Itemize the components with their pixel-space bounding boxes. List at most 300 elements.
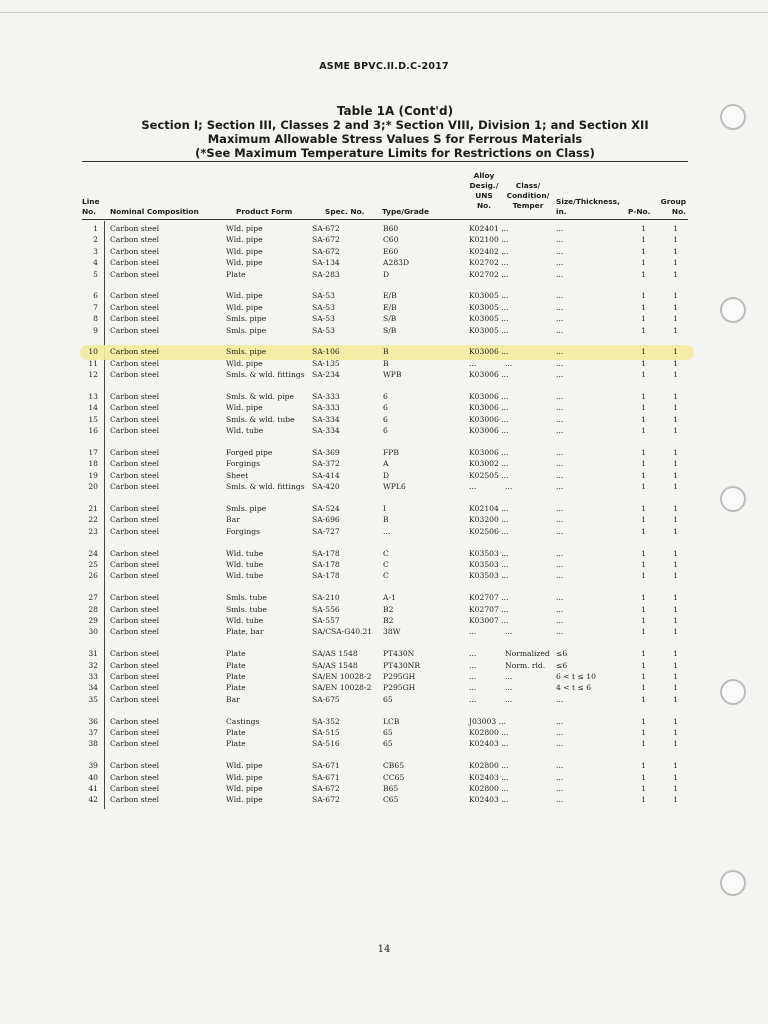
cell-size-thickness: ... xyxy=(556,258,564,268)
cell-product-form: Wld. tube xyxy=(226,616,264,625)
cell-spec-no: SA-672 xyxy=(312,246,340,256)
cell-p-no: 1 xyxy=(641,291,646,301)
cell-line-no: 6 xyxy=(93,291,98,301)
header-nominal-composition: Nominal Composition xyxy=(110,207,199,216)
cell-group-no: 1 xyxy=(673,716,678,726)
cell-size-thickness: ... xyxy=(556,593,564,603)
table-title: Table 1A (Cont'd) xyxy=(336,104,454,118)
cell-spec-no: SA-696 xyxy=(312,515,340,525)
cell-p-no: 1 xyxy=(641,392,646,401)
running-header: ASME BPVC.II.D.C-2017 xyxy=(319,61,449,72)
cell-size-thickness: ... xyxy=(556,392,564,401)
cell-uns-no: K02702 ... xyxy=(469,269,509,279)
cell-group-no: 1 xyxy=(673,347,678,357)
cell-product-form: Plate, bar xyxy=(226,627,264,637)
cell-size-thickness: ... xyxy=(556,358,564,368)
cell-p-no: 1 xyxy=(641,672,646,681)
cell-type-grade: PT430N xyxy=(383,649,415,659)
cell-spec-no: SA/AS 1548 xyxy=(312,660,358,670)
cell-group-no: 1 xyxy=(673,728,678,737)
header-type-grade: Type/Grade xyxy=(382,207,429,216)
cell-spec-no: SA-178 xyxy=(312,571,340,581)
cell-group-no: 1 xyxy=(673,772,678,782)
cell-size-thickness: ... xyxy=(556,548,564,558)
cell-class-condition: Norm. rld. xyxy=(505,660,546,670)
table-row xyxy=(0,794,768,806)
cell-product-form: Smls. pipe xyxy=(226,347,267,357)
cell-spec-no: SA-414 xyxy=(312,470,340,480)
table-row xyxy=(0,514,768,526)
cell-type-grade: D xyxy=(383,269,390,279)
cell-composition: Carbon steel xyxy=(110,772,160,782)
cell-uns-no: ... xyxy=(469,482,477,492)
cell-uns-no: ... xyxy=(469,660,477,670)
cell-uns-no: ... xyxy=(469,649,477,659)
cell-type-grade: 65 xyxy=(383,694,393,704)
cell-group-no: 1 xyxy=(673,660,678,670)
cell-spec-no: SA-556 xyxy=(312,604,340,614)
cell-spec-no: SA-334 xyxy=(312,414,340,424)
cell-type-grade: P295GH xyxy=(383,672,416,681)
cell-uns-no: ... xyxy=(469,683,477,693)
cell-product-form: Smls. pipe xyxy=(226,314,267,324)
cell-spec-no: SA-420 xyxy=(312,482,340,492)
cell-uns-no: K02707 ... xyxy=(469,593,509,603)
header-group-no xyxy=(652,197,686,217)
cell-spec-no: SA-672 xyxy=(312,224,340,233)
cell-spec-no: SA-333 xyxy=(312,403,340,413)
cell-product-form: Smls. tube xyxy=(226,593,267,603)
binder-hole-icon xyxy=(720,679,746,705)
cell-type-grade: B60 xyxy=(383,224,399,233)
cell-spec-no: SA-672 xyxy=(312,784,340,793)
cell-size-thickness: ... xyxy=(556,627,564,637)
cell-product-form: Smls. tube xyxy=(226,604,267,614)
cell-p-no: 1 xyxy=(641,728,646,737)
cell-uns-no: K02403 ... xyxy=(469,739,509,749)
cell-composition: Carbon steel xyxy=(110,784,160,793)
table-subtitle-stress: Maximum Allowable Stress Values S for Ferrous Materials xyxy=(207,132,583,146)
cell-group-no: 1 xyxy=(673,325,678,335)
cell-size-thickness: ... xyxy=(556,426,564,436)
cell-composition: Carbon steel xyxy=(110,560,160,569)
cell-composition: Carbon steel xyxy=(110,548,160,558)
table-row xyxy=(0,246,768,258)
cell-group-no: 1 xyxy=(673,504,678,513)
cell-size-thickness: ≤6 xyxy=(556,649,568,659)
cell-group-no: 1 xyxy=(673,291,678,301)
cell-product-form: Wld. pipe xyxy=(226,784,263,793)
cell-spec-no: SA-333 xyxy=(312,392,340,401)
cell-class-condition: ... xyxy=(505,482,513,492)
cell-composition: Carbon steel xyxy=(110,672,160,681)
cell-line-no: 21 xyxy=(88,504,98,513)
cell-size-thickness: ... xyxy=(556,482,564,492)
cell-composition: Carbon steel xyxy=(110,291,160,301)
cell-group-no: 1 xyxy=(673,370,678,380)
cell-product-form: Wld. tube xyxy=(226,426,264,436)
header-size-1: Size/Thickness, xyxy=(556,197,620,206)
cell-spec-no: SA-283 xyxy=(312,269,340,279)
table-row xyxy=(0,346,768,358)
cell-uns-no: K02401 ... xyxy=(469,224,509,233)
cell-product-form: Smls. pipe xyxy=(226,504,267,513)
cell-type-grade: E60 xyxy=(383,246,399,256)
table-row xyxy=(0,481,768,493)
table-row xyxy=(0,369,768,381)
table-row xyxy=(0,660,768,672)
table-row xyxy=(0,302,768,314)
cell-type-grade: 65 xyxy=(383,728,393,737)
cell-type-grade: E/B xyxy=(383,302,397,312)
cell-group-no: 1 xyxy=(673,739,678,749)
cell-line-no: 27 xyxy=(88,593,98,603)
table-row xyxy=(0,548,768,560)
cell-line-no: 7 xyxy=(93,302,98,312)
cell-spec-no: SA-675 xyxy=(312,694,340,704)
cell-type-grade: C60 xyxy=(383,235,399,245)
cell-composition: Carbon steel xyxy=(110,593,160,603)
cell-uns-no: K02800 ... xyxy=(469,761,509,771)
cell-size-thickness: ... xyxy=(556,694,564,704)
cell-composition: Carbon steel xyxy=(110,403,160,413)
cell-size-thickness: ... xyxy=(556,526,564,536)
cell-product-form: Wld. pipe xyxy=(226,795,263,805)
cell-size-thickness: ... xyxy=(556,403,564,413)
table-row xyxy=(0,358,768,370)
cell-type-grade: S/B xyxy=(383,325,397,335)
table-row xyxy=(0,234,768,246)
cell-size-thickness: ... xyxy=(556,459,564,469)
top-edge-line xyxy=(0,12,768,13)
cell-group-no: 1 xyxy=(673,258,678,268)
cell-type-grade: P295GH xyxy=(383,683,416,693)
cell-size-thickness: ... xyxy=(556,504,564,513)
cell-uns-no: K03002 ... xyxy=(469,459,509,469)
cell-product-form: Forgings xyxy=(226,459,260,469)
cell-p-no: 1 xyxy=(641,482,646,492)
cell-product-form: Bar xyxy=(226,694,240,704)
cell-line-no: 9 xyxy=(93,325,98,335)
cell-composition: Carbon steel xyxy=(110,482,160,492)
cell-composition: Carbon steel xyxy=(110,571,160,581)
cell-product-form: Plate xyxy=(226,672,246,681)
cell-spec-no: SA-53 xyxy=(312,302,335,312)
cell-p-no: 1 xyxy=(641,426,646,436)
cell-uns-no: K02104 ... xyxy=(469,504,509,513)
cell-uns-no: K03005 ... xyxy=(469,302,509,312)
cell-p-no: 1 xyxy=(641,694,646,704)
cell-p-no: 1 xyxy=(641,515,646,525)
cell-composition: Carbon steel xyxy=(110,761,160,771)
cell-size-thickness: ... xyxy=(556,571,564,581)
cell-line-no: 4 xyxy=(93,258,98,268)
cell-group-no: 1 xyxy=(673,224,678,233)
cell-product-form: Smls. & wld. pipe xyxy=(226,392,294,401)
cell-uns-no: K03005 ... xyxy=(469,291,509,301)
header-product-form: Product Form xyxy=(236,207,293,216)
cell-group-no: 1 xyxy=(673,571,678,581)
table-title-block xyxy=(140,104,650,160)
table-row xyxy=(0,223,768,235)
table-row xyxy=(0,559,768,571)
cell-spec-no: SA-671 xyxy=(312,772,340,782)
cell-class-condition: ... xyxy=(505,627,513,637)
table-row xyxy=(0,772,768,784)
cell-line-no: 15 xyxy=(88,414,98,424)
cell-size-thickness: ... xyxy=(556,772,564,782)
cell-spec-no: SA-106 xyxy=(312,347,340,357)
cell-product-form: Wld. pipe xyxy=(226,246,263,256)
cell-group-no: 1 xyxy=(673,683,678,693)
cell-type-grade: C65 xyxy=(383,795,399,805)
cell-type-grade: 6 xyxy=(383,426,388,436)
cell-type-grade: A xyxy=(383,459,389,469)
cell-class-condition: ... xyxy=(505,358,513,368)
cell-type-grade: LCB xyxy=(383,716,400,726)
cell-group-no: 1 xyxy=(673,246,678,256)
cell-composition: Carbon steel xyxy=(110,314,160,324)
cell-product-form: Wld. pipe xyxy=(226,302,263,312)
cell-line-no: 10 xyxy=(88,347,98,357)
cell-line-no: 3 xyxy=(93,246,98,256)
header-class-1: Class/ xyxy=(515,181,541,190)
cell-uns-no: ... xyxy=(469,627,477,637)
cell-p-no: 1 xyxy=(641,627,646,637)
table-row xyxy=(0,615,768,627)
cell-line-no: 5 xyxy=(93,269,98,279)
cell-type-grade: A283D xyxy=(383,258,410,268)
cell-line-no: 2 xyxy=(93,235,98,245)
cell-composition: Carbon steel xyxy=(110,414,160,424)
cell-type-grade: PT430NR xyxy=(383,660,421,670)
cell-group-no: 1 xyxy=(673,482,678,492)
cell-p-no: 1 xyxy=(641,571,646,581)
cell-line-no: 26 xyxy=(88,571,98,581)
cell-uns-no: K03503 ... xyxy=(469,571,509,581)
cell-p-no: 1 xyxy=(641,448,646,457)
cell-size-thickness: ... xyxy=(556,325,564,335)
cell-group-no: 1 xyxy=(673,627,678,637)
cell-class-condition: Normalized xyxy=(505,649,550,659)
cell-group-no: 1 xyxy=(673,526,678,536)
cell-type-grade: 38W xyxy=(383,627,401,637)
table-row xyxy=(0,760,768,772)
cell-p-no: 1 xyxy=(641,716,646,726)
cell-type-grade: B xyxy=(383,515,389,525)
cell-line-no: 31 xyxy=(88,649,98,659)
cell-size-thickness: ... xyxy=(556,414,564,424)
table-row xyxy=(0,694,768,706)
cell-size-thickness: ... xyxy=(556,515,564,525)
cell-spec-no: SA-53 xyxy=(312,291,335,301)
cell-composition: Carbon steel xyxy=(110,224,160,233)
table-row xyxy=(0,716,768,728)
table-row xyxy=(0,391,768,403)
cell-uns-no: K03200 ... xyxy=(469,515,509,525)
cell-composition: Carbon steel xyxy=(110,370,160,380)
cell-product-form: Wld. tube xyxy=(226,560,264,569)
cell-product-form: Castings xyxy=(226,716,260,726)
header-uns-4: No. xyxy=(476,201,492,210)
cell-size-thickness: ... xyxy=(556,728,564,737)
cell-spec-no: SA-352 xyxy=(312,716,340,726)
cell-group-no: 1 xyxy=(673,694,678,704)
cell-product-form: Bar xyxy=(226,515,240,525)
table-row xyxy=(0,570,768,582)
table-row xyxy=(0,269,768,281)
cell-product-form: Plate xyxy=(226,649,246,659)
cell-composition: Carbon steel xyxy=(110,358,160,368)
cell-p-no: 1 xyxy=(641,604,646,614)
table-row xyxy=(0,313,768,325)
cell-composition: Carbon steel xyxy=(110,694,160,704)
cell-size-thickness: ... xyxy=(556,761,564,771)
cell-uns-no: K02100 ... xyxy=(469,235,509,245)
cell-size-thickness: ... xyxy=(556,795,564,805)
cell-p-no: 1 xyxy=(641,403,646,413)
cell-spec-no: SA-53 xyxy=(312,325,335,335)
table-row xyxy=(0,738,768,750)
table-row xyxy=(0,414,768,426)
cell-group-no: 1 xyxy=(673,548,678,558)
cell-size-thickness: ... xyxy=(556,370,564,380)
cell-type-grade: D xyxy=(383,470,390,480)
cell-group-no: 1 xyxy=(673,761,678,771)
cell-group-no: 1 xyxy=(673,358,678,368)
cell-composition: Carbon steel xyxy=(110,627,160,637)
cell-product-form: Wld. pipe xyxy=(226,403,263,413)
cell-uns-no: K03006 ... xyxy=(469,347,509,357)
cell-type-grade: WPB xyxy=(383,370,402,380)
page-number: 14 xyxy=(377,944,391,955)
cell-size-thickness: ... xyxy=(556,246,564,256)
cell-uns-no: K02402 ... xyxy=(469,246,509,256)
cell-type-grade: S/B xyxy=(383,314,397,324)
cell-line-no: 17 xyxy=(88,448,98,457)
cell-line-no: 11 xyxy=(88,358,98,368)
table-row xyxy=(0,325,768,337)
cell-composition: Carbon steel xyxy=(110,683,160,693)
header-line-no-2: No. xyxy=(82,207,97,216)
cell-composition: Carbon steel xyxy=(110,325,160,335)
cell-size-thickness: ... xyxy=(556,224,564,233)
cell-group-no: 1 xyxy=(673,414,678,424)
cell-spec-no: SA-135 xyxy=(312,358,340,368)
cell-size-thickness: ≤6 xyxy=(556,660,568,670)
cell-class-condition: ... xyxy=(505,683,513,693)
cell-product-form: Wld. pipe xyxy=(226,258,263,268)
table-row xyxy=(0,727,768,739)
cell-size-thickness: ... xyxy=(556,604,564,614)
cell-composition: Carbon steel xyxy=(110,347,160,357)
table-row xyxy=(0,503,768,515)
cell-p-no: 1 xyxy=(641,347,646,357)
cell-type-grade: B2 xyxy=(383,604,394,614)
title-rule xyxy=(82,161,688,162)
cell-spec-no: SA-727 xyxy=(312,526,340,536)
cell-product-form: Wld. pipe xyxy=(226,761,263,771)
cell-type-grade: WPL6 xyxy=(383,482,406,492)
cell-size-thickness: ... xyxy=(556,269,564,279)
cell-composition: Carbon steel xyxy=(110,426,160,436)
cell-group-no: 1 xyxy=(673,269,678,279)
cell-p-no: 1 xyxy=(641,246,646,256)
cell-group-no: 1 xyxy=(673,649,678,659)
table-row xyxy=(0,257,768,269)
cell-composition: Carbon steel xyxy=(110,470,160,480)
cell-spec-no: SA-178 xyxy=(312,548,340,558)
cell-type-grade: I xyxy=(383,504,386,513)
cell-size-thickness: ... xyxy=(556,448,564,457)
header-uns-no xyxy=(466,171,502,211)
cell-type-grade: C xyxy=(383,571,389,581)
cell-p-no: 1 xyxy=(641,258,646,268)
cell-p-no: 1 xyxy=(641,302,646,312)
cell-p-no: 1 xyxy=(641,269,646,279)
cell-line-no: 12 xyxy=(88,370,98,380)
cell-product-form: Plate xyxy=(226,728,246,737)
cell-type-grade: A-1 xyxy=(383,593,396,603)
cell-group-no: 1 xyxy=(673,795,678,805)
cell-p-no: 1 xyxy=(641,504,646,513)
table-row xyxy=(0,783,768,795)
cell-line-no: 41 xyxy=(88,784,98,793)
table-row xyxy=(0,402,768,414)
cell-spec-no: SA-178 xyxy=(312,560,340,569)
cell-group-no: 1 xyxy=(673,448,678,457)
header-line-no-1: Line xyxy=(82,197,100,206)
cell-group-no: 1 xyxy=(673,560,678,569)
cell-line-no: 29 xyxy=(88,616,98,625)
cell-uns-no: K03006 ... xyxy=(469,403,509,413)
cell-product-form: Wld. pipe xyxy=(226,235,263,245)
cell-uns-no: K02800 ... xyxy=(469,784,509,793)
cell-size-thickness: ... xyxy=(556,347,564,357)
header-line-no xyxy=(82,197,100,217)
header-spec-no: Spec. No. xyxy=(325,207,365,216)
cell-uns-no: K02506 ... xyxy=(469,526,509,536)
cell-spec-no: SA/EN 10028-2 xyxy=(312,672,372,681)
cell-spec-no: SA-671 xyxy=(312,761,340,771)
cell-p-no: 1 xyxy=(641,739,646,749)
cell-size-thickness: ... xyxy=(556,302,564,312)
cell-composition: Carbon steel xyxy=(110,258,160,268)
cell-uns-no: K03006 ... xyxy=(469,414,509,424)
table-subtitle-note: (*See Maximum Temperature Limits for Restrictions on Class) xyxy=(195,146,595,160)
table-row xyxy=(0,526,768,538)
cell-product-form: Wld. tube xyxy=(226,571,264,581)
cell-spec-no: SA-372 xyxy=(312,459,340,469)
cell-composition: Carbon steel xyxy=(110,728,160,737)
cell-type-grade: 65 xyxy=(383,739,393,749)
cell-p-no: 1 xyxy=(641,414,646,424)
cell-p-no: 1 xyxy=(641,470,646,480)
cell-class-condition: ... xyxy=(505,694,513,704)
cell-line-no: 39 xyxy=(88,761,98,771)
cell-size-thickness: ... xyxy=(556,235,564,245)
cell-p-no: 1 xyxy=(641,761,646,771)
header-class-condition xyxy=(500,181,556,211)
cell-p-no: 1 xyxy=(641,224,646,233)
cell-product-form: Smls. & wld. tube xyxy=(226,414,295,424)
cell-line-no: 35 xyxy=(88,694,98,704)
cell-type-grade: B2 xyxy=(383,616,394,625)
cell-uns-no: K03006 ... xyxy=(469,426,509,436)
cell-composition: Carbon steel xyxy=(110,649,160,659)
cell-size-thickness: ... xyxy=(556,716,564,726)
cell-line-no: 28 xyxy=(88,604,98,614)
